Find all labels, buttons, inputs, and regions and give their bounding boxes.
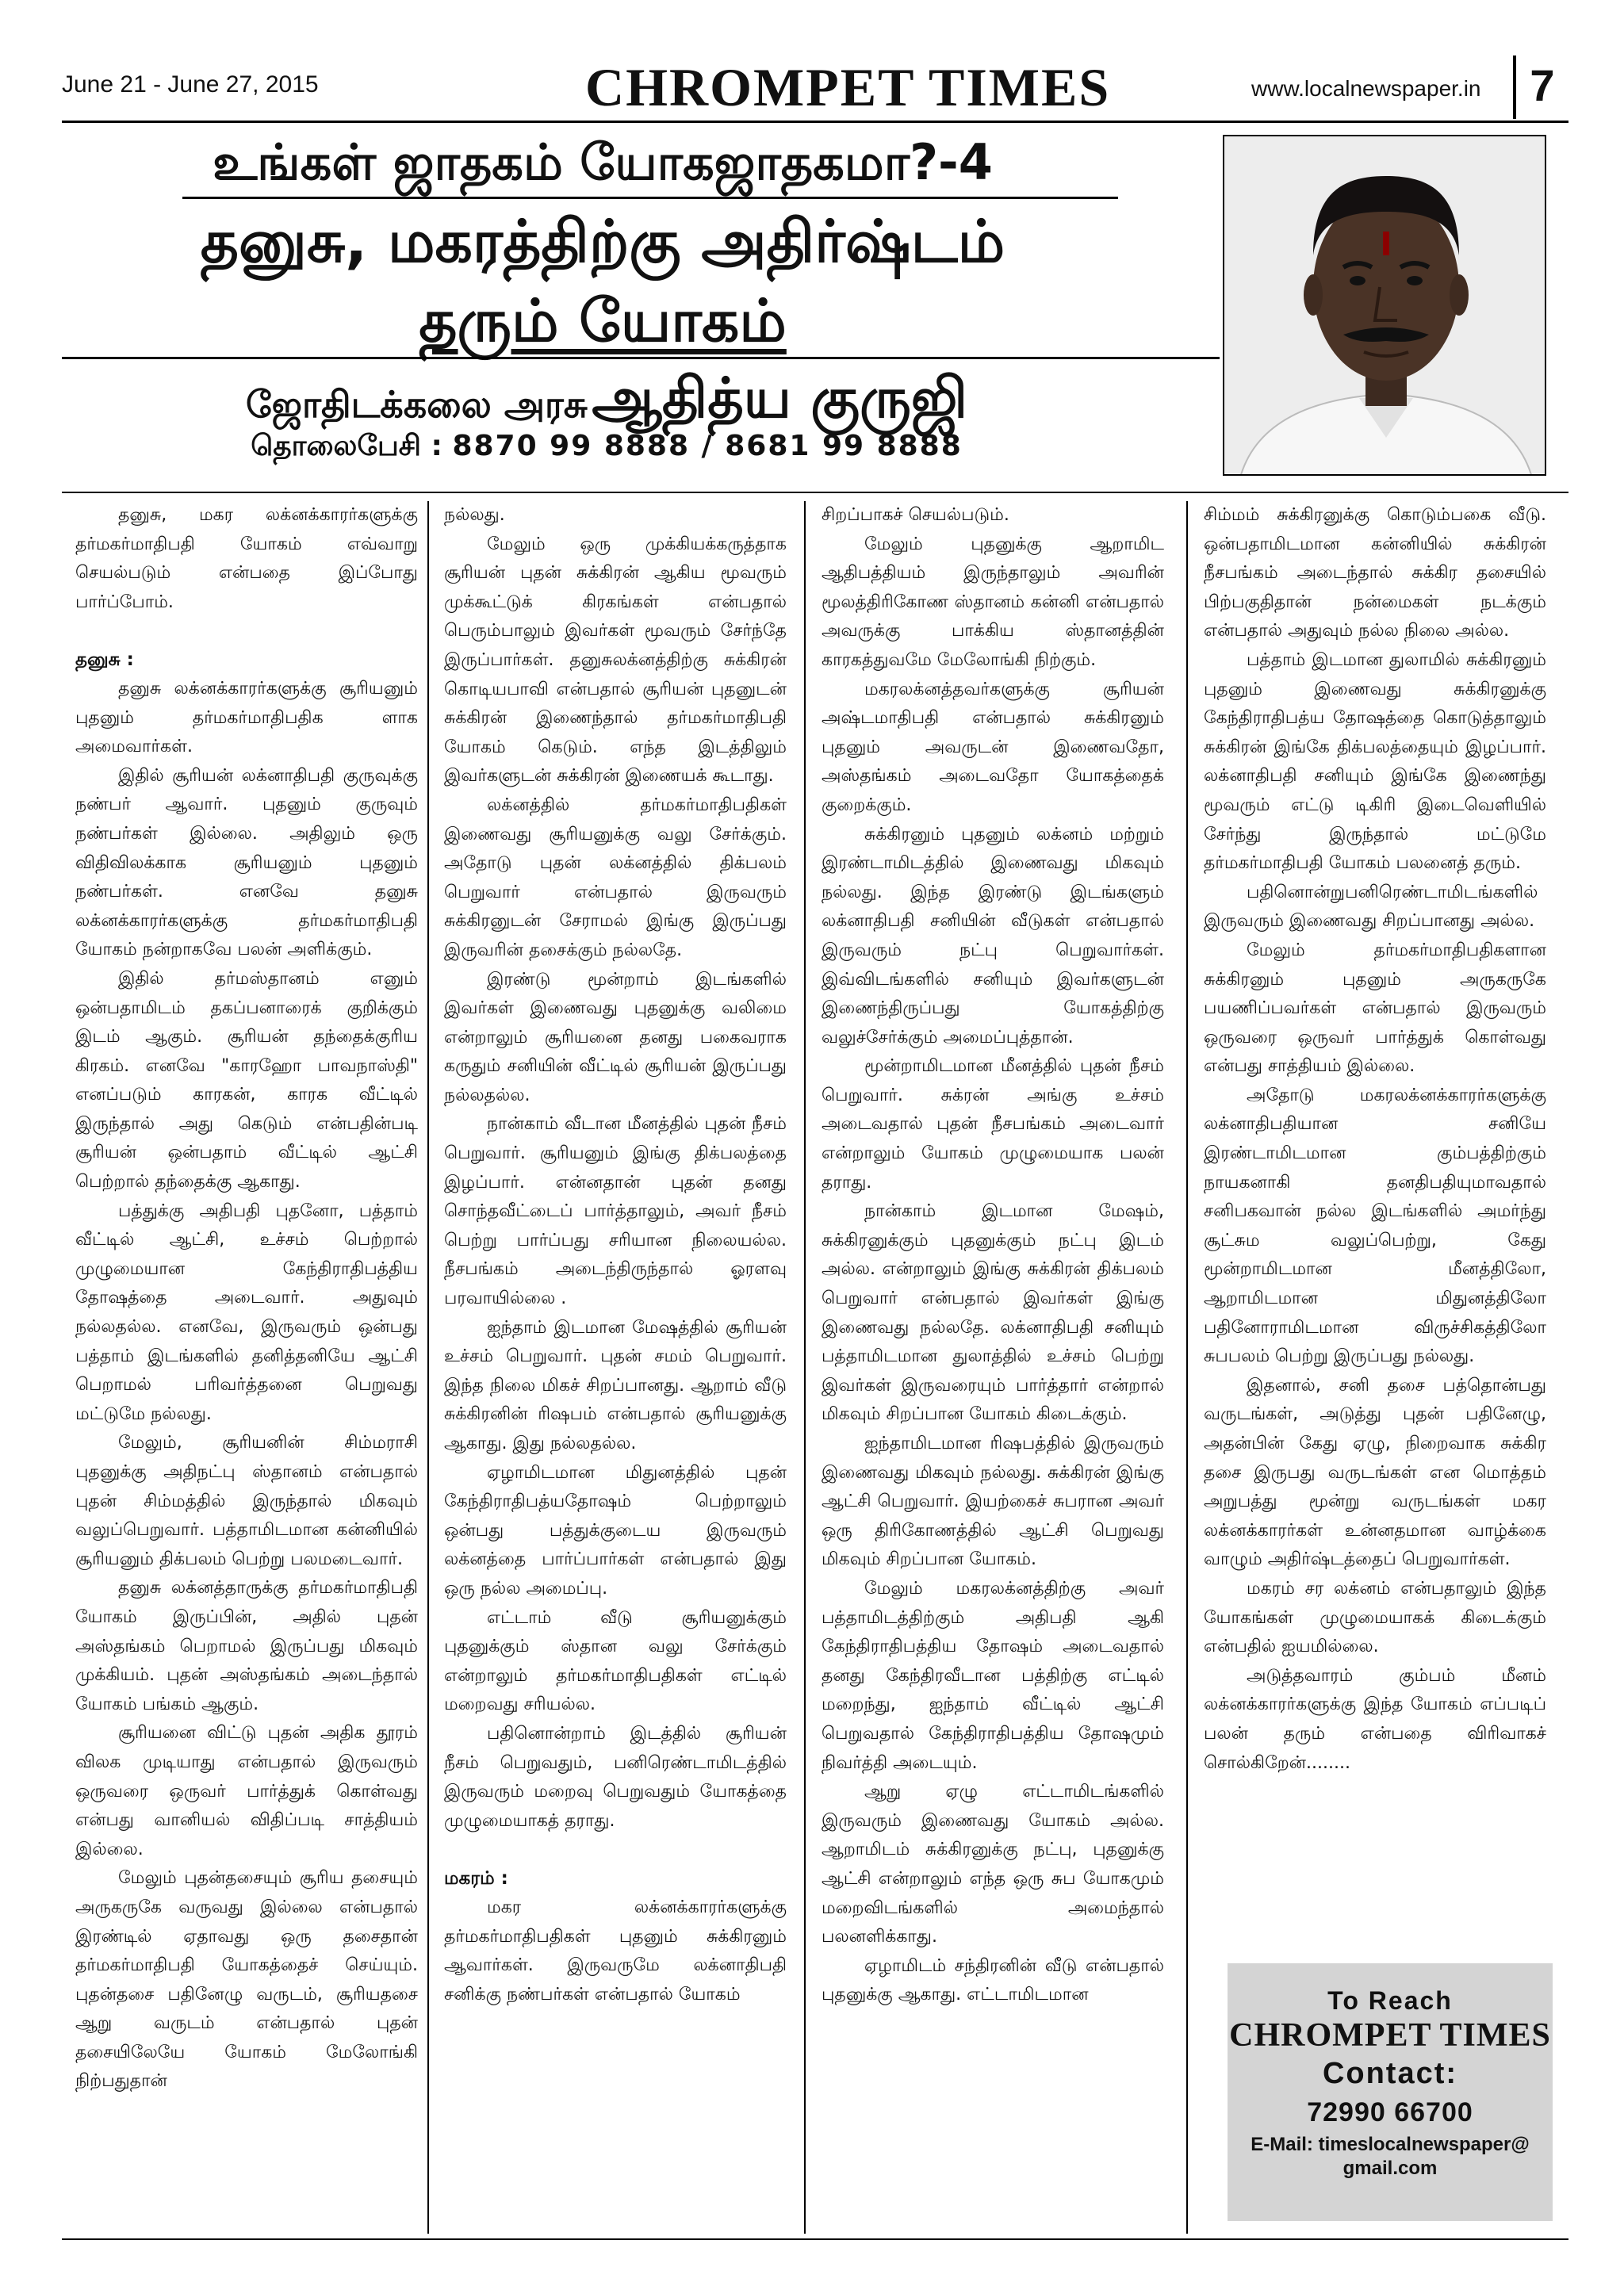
paragraph: நல்லது. <box>444 505 505 525</box>
paragraph: மேலும், சூரியனின் சிம்மராசி புதனுக்கு அதிநட்பு ஸ்தானம் என்பதால் புதன் சிம்மத்தில் இருந்தால் மிகவும் வலுப்பெறுவார். பத்தாமிடமான கன்னியில் சூரியனும் திக்பலம் பெற்று பலமடைவார். <box>75 1433 418 1569</box>
headline-rule <box>62 357 1220 359</box>
paragraph: தனுசு லக்னத்தாருக்கு தர்மகர்மாதிபதி யோகம் இருப்பின், அதில் புதன் அஸ்தங்கம் பெறாமல் இருப்பது மிகவும் முக்கியம். புதன் அஸ்தங்கம் அடைந்தால் யோகம் பங்கம் ஆகும். <box>75 1578 418 1714</box>
paragraph: இதில் சூரியன் லக்னாதிபதி குருவுக்கு நண்பர் ஆவார். புதனும் குருவும் நண்பர்கள் இல்லை. அதிலும் ஒரு விதிவிலக்காக சூரியனும் புதனும் நண்பர்கள். எனவே தனுசு லக்னக்காரர்களுக்கு தர்மகர்மாதிபதி யோகம் நன்றாகவே பலன் அளிக்கும். <box>75 765 418 960</box>
series-title-rule <box>182 197 1118 199</box>
phone-label: தொலைபேசி : <box>251 430 442 462</box>
contact-paper-name: CHROMPET TIMES <box>1229 2017 1551 2054</box>
section-heading-makaram: மகரம் : <box>444 1868 508 1890</box>
paragraph: பதினொன்றாம் இடத்தில் சூரியன் நீசம் பெறுவதும், பனிரெண்டாமிடத்தில் இருவரும் மறைவு பெறுவதும் யோகத்தை முழுமையாகத் தராது. <box>444 1723 787 1831</box>
column-rule <box>804 501 806 2234</box>
paragraph: சுக்கிரனும் புதனும் லக்னம் மற்றும் இரண்டாமிடத்தில் இணைவது மிகவும் நல்லது. இந்த இரண்டு இடங்களும் லக்னாதிபதி சனியின் வீடுகள் என்பதால் இருவரும் நட்பு பெறுவார்கள். இவ்விடங்களில் சனியும் இவர்களுடன் இணைந்திருப்பது யோகத்திற்கு வலுச்சேர்க்கும் அமைப்புத்தான். <box>822 824 1164 1047</box>
paragraph: பத்துக்கு அதிபதி புதனோ, பத்தாம் வீட்டில் ஆட்சி, உச்சம் பெற்றால் முழுமையான கேந்திராதிபத்திய தோஷத்தை அடைவார். அதுவும் நல்லதல்ல. எனவே, இருவரும் ஒன்பது பத்தாம் இடங்களில் தனித்தனியே ஆட்சி பெறாமல் பரிவர்த்தனை பெறுவது மட்டுமே நல்லது. <box>75 1200 418 1424</box>
article-column-2 <box>444 501 787 2234</box>
contact-phone[interactable]: 72990 66700 <box>1307 2097 1473 2127</box>
paragraph: மகரலக்னத்தவர்களுக்கு சூரியன் அஷ்டமாதிபதி என்பதால் சுக்கிரனும் புதனும் அவருடன் இணைவதோ, அஸ்தங்கம் அடைவதோ யோகத்தைக் குறைக்கும். <box>822 679 1164 815</box>
author-name: ஆதித்ய குருஜி <box>592 366 968 431</box>
paragraph: எட்டாம் வீடு சூரியனுக்கும் புதனுக்கும் ஸ்தான வலு சேர்க்கும் என்றாலும் தர்மகர்மாதிபதிகள் எட்டில் மறைவது சரியல்ல. <box>444 1607 787 1715</box>
article-column-3 <box>822 501 1164 2234</box>
contact-email[interactable]: E-Mail: timeslocalnewspaper@ <box>1251 2134 1530 2155</box>
page-number: 7 <box>1513 56 1568 119</box>
paragraph: பத்தாம் இடமான துலாமில் சுக்கிரனும் புதனும் இணைவது சுக்கிரனுக்கு கேந்திராதிபத்ய தோஷத்தை கொடுத்தாலும் சுக்கிரன் இங்கே திக்பலத்தையும் இழப்பார். லக்னாதிபதி சனியும் இங்கே இணைந்து மூவரும் எட்டு டிகிரி இடைவெளியில் சேர்ந்து இருந்தால் மட்டுமே தர்மகர்மாதிபதி யோகம் பலனைத் தரும். <box>1204 649 1546 874</box>
masthead-rule <box>62 121 1568 123</box>
paragraph: ஏழாமிடம் சந்திரனின் வீடு என்பதால் புதனுக்கு ஆகாது. எட்டாமிடமான <box>822 1955 1164 2005</box>
newspaper-title: CHROMPET TIMES <box>585 57 1111 117</box>
paragraph: மேலும் தர்மகர்மாதிபதிகளான சுக்கிரனும் புதனும் அருகருகே பயணிப்பவர்கள் என்பதால் இருவரும் ஒருவரை ஒருவர் பார்த்துக் கொள்வது என்பது சாத்தியம் இல்லை. <box>1204 940 1546 1077</box>
paragraph: மகர லக்னக்காரர்களுக்கு தர்மகர்மாதிபதிகள் புதனும் சுக்கிரனும் ஆவார்கள். இருவருமே லக்னாதிபதி சனிக்கு நண்பர்கள் என்பதால் யோகம் <box>444 1897 787 2005</box>
paragraph: மேலும் புதனுக்கு ஆறாமிட ஆதிபத்தியம் இருந்தாலும் அவரின் மூலத்திரிகோண ஸ்தானம் கன்னி என்பதால் அவருக்கு பாக்கிய ஸ்தானத்தின் காரகத்துவமே மேலோங்கி நிற்கும். <box>822 534 1164 670</box>
paragraph: நான்காம் வீடான மீனத்தில் புதன் நீசம் பெறுவார். சூரியனும் இங்கு திக்பலத்தை இழப்பார். என்னதான் புதன் தனது சொந்தவீட்டைப் பார்த்தாலும், அவர் நீசம் பெற்று பார்ப்பது சரியான நிலையல்ல. நீசபங்கம் அடைந்திருந்தால் ஓரளவு பரவாயில்லை . <box>444 1114 787 1309</box>
paragraph: மேலும் ஒரு முக்கியக்கருத்தாக சூரியன் புதன் சுக்கிரன் ஆகிய மூவரும் முக்கூட்டுக் கிரகங்கள் என்பதால் பெரும்பாலும் இவர்கள் மூவரும் சேர்ந்தே இருப்பார்கள். தனுசுலக்னத்திற்கு சுக்கிரன் கொடியபாவி என்பதால் சூரியன் புதனுடன் சுக்கிரன் இணைந்தால் தர்மகர்மாதிபதி யோகம் கெடும். எந்த இடத்திலும் இவர்களுடன் சுக்கிரன் இணையக் கூடாது. <box>444 534 787 787</box>
paragraph: லக்னத்தில் தர்மகர்மாதிபதிகள் இணைவது சூரியனுக்கு வலு சேர்க்கும். அதோடு புதன் லக்னத்தில் திக்பலம் பெறுவார் என்பதால் இருவரும் சுக்கிரனுடன் சேராமல் இங்கு இருப்பது இருவரின் தசைக்கும் நல்லதே. <box>444 795 787 960</box>
contact-heading: To Reach <box>1327 1986 1453 2015</box>
author-portrait-illustration <box>1224 136 1546 476</box>
paragraph: மூன்றாமிடமான மீனத்தில் புதன் நீசம் பெறுவார். சுக்ரன் அங்கு உச்சம் அடைவதால் புதன் நீசபங்கம் அடைவார் என்றாலும் யோகம் முழுமையாக பலன் தராது. <box>822 1056 1164 1193</box>
paragraph: இரண்டு மூன்றாம் இடங்களில் இவர்கள் இணைவது புதனுக்கு வலிமை என்றாலும் சூரியனை தனது பகைவராக கருதும் சனியின் வீட்டில் சூரியன் இருப்பது நல்லதல்ல. <box>444 969 787 1105</box>
masthead <box>62 56 1568 119</box>
series-title: உங்கள் ஜாதகம் யோகஜாதகமா?-4 <box>213 133 993 191</box>
paragraph: சிறப்பாகச் செயல்படும். <box>822 505 1009 525</box>
article-column-1 <box>75 501 418 2234</box>
paragraph: ஏழாமிடமான மிதுனத்தில் புதன் கேந்திராதிபத்யதோஷம் பெற்றாலும் ஒன்பது பத்துக்குடைய இருவரும் லக்னத்தை பார்ப்பார்கள் என்பதால் இது ஒரு நல்ல அமைப்பு. <box>444 1462 787 1599</box>
column-rule <box>427 501 429 2234</box>
paragraph: மேலும் மகரலக்னத்திற்கு அவர் பத்தாமிடத்திற்கும் அதிபதி ஆகி கேந்திராதிபத்திய தோஷம் அடைவதால் தனது கேந்திரவீடான பத்திற்கு எட்டில் மறைந்து, ஐந்தாம் வீட்டில் ஆட்சி பெறுவதால் கேந்திராதிபத்திய தோஷமும் நிவர்த்தி அடையும். <box>822 1578 1164 1773</box>
paragraph: தனுசு லக்னக்காரர்களுக்கு சூரியனும் புதனும் தர்மகர்மாதிபதிக ளாக அமைவார்கள். <box>75 678 418 757</box>
column-rule <box>1186 501 1188 2234</box>
headline-line-2: தரும் யோகம் <box>419 287 787 355</box>
contact-email-domain[interactable]: gmail.com <box>1342 2158 1438 2179</box>
phone-numbers: 8870 99 8888 / 8681 99 8888 <box>452 430 963 462</box>
author-phone <box>79 428 1134 465</box>
columns-top-rule <box>62 492 1568 493</box>
footer-rule <box>62 2238 1568 2240</box>
paragraph: மகரம் சர லக்னம் என்பதாலும் இந்த யோகங்கள் முழுமையாகக் கிடைக்கும் என்பதில் ஐயமில்லை. <box>1204 1578 1546 1657</box>
website-link[interactable]: www.localnewspaper.in <box>1251 76 1481 101</box>
headline <box>79 202 1126 361</box>
contact-box <box>1228 1963 1553 2221</box>
paragraph: இதனால், சனி தசை பத்தொன்பது வருடங்கள், அடுத்து புதன் பதினேழு, அதன்பின் கேது ஏழு, நிறைவாக சுக்கிர தசை இருபது வருடங்கள் என மொத்தம் அறுபத்து மூன்று வருடங்கள் மகர லக்னக்காரர்கள் உன்னதமான வாழ்க்கை வாழும் அதிர்ஷ்டத்தைப் பெறுவார்கள். <box>1204 1375 1546 1570</box>
section-heading-dhanusu: தனுசு : <box>75 649 134 671</box>
paragraph: தனுசு, மகர லக்னக்காரர்களுக்கு தர்மகர்மாதிபதி யோகம் எவ்வாறு செயல்படும் என்பதை இப்போது பார்ப்போம். <box>75 505 418 612</box>
author-title: ஜோதிடக்கலை அரசு <box>245 383 588 426</box>
paragraph: அடுத்தவாரம் கும்பம் மீனம் லக்னக்காரர்களுக்கு இந்த யோகம் எப்படிப் பலன் தரும் என்பதை விரிவாகச் சொல்கிறேன்........ <box>1204 1665 1546 1773</box>
author-photo <box>1223 135 1546 476</box>
paragraph: பதினொன்றுபனிரெண்டாமிடங்களில் இருவரும் இணைவது சிறப்பானது அல்ல. <box>1204 882 1538 932</box>
paragraph: நான்காம் இடமான மேஷம், சுக்கிரனுக்கும் புதனுக்கும் நட்பு இடம் அல்ல. என்றாலும் இங்கு சுக்கிரன் திக்பலம் பெறுவார் என்பதால் இவர்கள் இங்கு இணைவது நல்லதே. லக்னாதிபதி சனியும் பத்தாமிடமான துலாத்தில் உச்சம் பெற்று இவர்கள் இருவரையும் பார்த்தார் என்றால் மிகவும் சிறப்பான யோகம் கிடைக்கும். <box>822 1201 1164 1425</box>
paragraph: ஐந்தாமிடமான ரிஷபத்தில் இருவரும் இணைவது மிகவும் நல்லது. சுக்கிரன் இங்கு ஆட்சி பெறுவார். இயற்கைச் சுபரான அவர் ஒரு திரிகோணத்தில் ஆட்சி பெறுவது மிகவும் சிறப்பான யோகம். <box>822 1434 1164 1570</box>
paragraph: மேலும் புதன்தசையும் சூரிய தசையும் அருகருகே வருவது இல்லை என்பதால் இரண்டில் ஏதாவது ஒரு தசைதான் தர்மகர்மாதிபதி யோகத்தைச் செய்யும். புதன்தசை பதினேழு வருடம், சூரியதசை ஆறு வருடம் என்பதால் புதன் தசையிலேயே யோகம் மேலோங்கி நிற்பதுதான் <box>75 1868 418 2092</box>
issue-date: June 21 - June 27, 2015 <box>62 71 319 98</box>
paragraph: அதோடு மகரலக்னக்காரர்களுக்கு லக்னாதிபதியான சனியே இரண்டாமிடமான கும்பத்திற்கும் நாயகனாகி தனதிபதியுமாவதால் சனிபகவான் நல்ல இடங்களில் அமர்ந்து சூட்சும வலுப்பெற்று, கேது மூன்றாமிடமான மீனத்திலோ, ஆறாமிடமான மிதுனத்திலோ பதினோராமிடமான விருச்சிகத்திலோ சுபபலம் பெற்று இருப்பது நல்லது. <box>1204 1085 1546 1367</box>
headline-line-1: தனுசு, மகரத்திற்கு அதிர்ஷ்டம் <box>200 208 1005 276</box>
paragraph: ஆறு ஏழு எட்டாமிடங்களில் இருவரும் இணைவது யோகம் அல்ல. ஆறாமிடம் சுக்கிரனுக்கு நட்பு, புதனுக்கு ஆட்சி என்றாலும் எந்த ஒரு சுப யோகமும் மறைவிடங்களில் அமைந்தால் பலனளிக்காது. <box>822 1782 1164 1947</box>
article-column-4 <box>1204 501 1546 1940</box>
paragraph: சிம்மம் சுக்கிரனுக்கு கொடும்பகை வீடு. ஒன்பதாமிடமான கன்னியில் சுக்கிரன் நீசபங்கம் அடைந்தால் சுக்கிர தசையில் பிற்பகுதிதான் நன்மைகள் நடக்கும் என்பதால் அதுவும் நல்ல நிலை அல்ல. <box>1204 505 1546 641</box>
paragraph: சூரியனை விட்டு புதன் அதிக தூரம் விலக முடியாது என்பதால் இருவரும் ஒருவரை ஒருவர் பார்த்துக் கொள்வது என்பது வானியல் விதிப்படி சாத்தியம் இல்லை. <box>75 1723 418 1859</box>
paragraph: ஐந்தாம் இடமான மேஷத்தில் சூரியன் உச்சம் பெறுவார். புதன் சமம் பெறுவார். இந்த நிலை மிகச் சிறப்பானது. ஆறாம் வீடு சுக்கிரனின் ரிஷபம் என்பதால் சூரியனுக்கு ஆகாது. இது நல்லதல்ல. <box>444 1317 787 1453</box>
paragraph: இதில் தர்மஸ்தானம் எனும் ஒன்பதாமிடம் தகப்பனாரைக் குறிக்கும் இடம் ஆகும். சூரியன் தந்தைக்குரிய கிரகம். எனவே "காரஹோ பாவநாஸ்தி" எனப்படும் காரகன், காரக வீட்டில் இருந்தால் அது கெடும் என்பதின்படி சூரியன் ஒன்பதாம் வீட்டில் ஆட்சி பெற்றால் தந்தைக்கு ஆகாது. <box>75 968 418 1193</box>
contact-label: Contact: <box>1322 2057 1458 2090</box>
